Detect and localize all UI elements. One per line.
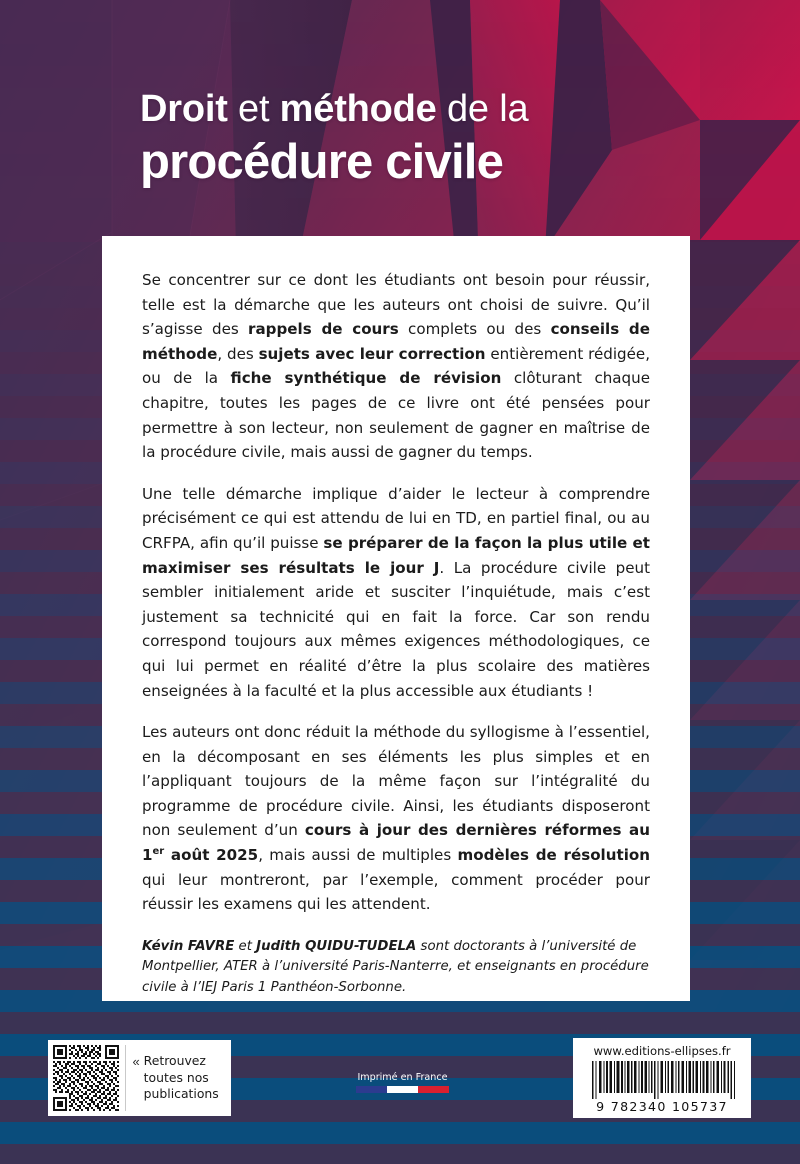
- p3-text-3: qui leur montreront, par l’exemple, comment procéder pour réussir les examens qui les attendent.: [142, 870, 650, 914]
- title-word-droit: Droit: [140, 88, 228, 130]
- isbn-barcode-box: [573, 1038, 751, 1118]
- author-biography: [142, 937, 650, 999]
- p1-bold-1: rappels de cours: [248, 320, 399, 339]
- blurb-paragraph-2: [142, 482, 650, 703]
- p1-bold-3: sujets avec leur correction: [258, 344, 486, 363]
- p3-bold-2: modèles de résolution: [457, 846, 650, 865]
- bio-text-1: et: [234, 938, 257, 954]
- blurb-paragraph-1: [142, 268, 650, 465]
- author-name-2: Judith QUIDU-TUDELA: [256, 938, 417, 954]
- cover-title: [140, 86, 760, 190]
- printed-in-france-label: Imprimé en France: [357, 1072, 448, 1083]
- p1-text-2: complets ou des: [398, 320, 551, 339]
- p2-bold-1: se préparer de la façon la plus utile et maximiser ses résultats le jour J: [142, 533, 651, 577]
- p2-text-2: . La procédure civile peut sembler initialement aride et susciter l’inquiétude, mais c’est justement sa technicité qui en fait la force. Car son rendu correspond toujours aux mêmes exigences méthodologiques, ce qui lui permet en réalité d’être la plus scolaire des matières enseignées à la faculté et la plus accessible aux étudiants !: [142, 558, 650, 700]
- p1-text-3: , des: [217, 344, 259, 363]
- blurb-panel: [102, 236, 690, 1001]
- p3-bold-1-pre: cours à jour des dernières réformes au 1: [142, 821, 650, 865]
- title-connector-2: de la: [436, 88, 529, 130]
- title-line-1: [140, 86, 760, 132]
- author-name-1: Kévin FAVRE: [142, 938, 235, 954]
- p3-text-1: Les auteurs ont donc réduit la méthode du syllogisme à l’essentiel, en la décomposant en ses éléments les plus simples et en l’appliquant toujours de la même façon sur l’intégralité du programme de procédure civile. Ainsi, les étudiants disposeront non seulement d’un: [142, 723, 650, 840]
- background-stripe: [0, 22, 800, 44]
- isbn-number: 9 782340 105737: [596, 1099, 728, 1114]
- bio-text-2: sont doctorants à l’université de Montpellier, ATER à l’université Paris-Nanterre, et enseignants en procédure civile à l’IEJ Paris 1 Panthéon-Sorbonne.: [142, 938, 649, 995]
- flag-stripe-blue: [356, 1086, 387, 1093]
- title-word-methode: méthode: [279, 88, 437, 130]
- p1-text-4: entièrement rédigée, ou de la: [142, 344, 650, 388]
- background-stripe: [0, 66, 800, 88]
- p1-bold-2: conseils de méthode: [142, 320, 650, 363]
- p2-text-1: Une telle démarche implique d’aider le lecteur à comprendre précisément ce qui est attendu de lui en TD, en partiel final, ou au CRFPA, afin qu’il puisse: [142, 484, 650, 552]
- french-flag-icon: [356, 1086, 450, 1093]
- background-stripe: [0, 44, 800, 66]
- p3-ordinal-suffix: er: [152, 846, 165, 858]
- qr-code-icon[interactable]: [53, 1045, 119, 1111]
- p1-text-1: Se concentrer sur ce dont les étudiants ont besoin pour réussir, telle est la démarche que les auteurs ont choisi de suivre. Qu’il s’agisse des: [142, 271, 650, 339]
- double-chevron-left-icon: «: [132, 1054, 140, 1070]
- background-stripe: [0, 198, 800, 220]
- p3-bold-1-post: août 2025: [164, 846, 259, 865]
- p3-text-2: , mais aussi de multiples: [258, 846, 458, 865]
- flag-stripe-white: [387, 1086, 418, 1093]
- qr-label-wrap: [132, 1053, 231, 1102]
- p1-text-5: clôturant chaque chapitre, toutes les pages de ce livre ont été pensées pour permettre à son lecteur, non seulement de gagner en maîtrise de la procédure civile, mais aussi de gagner du temps.: [142, 369, 650, 462]
- title-line-2: procédure civile: [140, 135, 504, 189]
- barcode-icon: [582, 1061, 742, 1099]
- flag-stripe-red: [418, 1086, 449, 1093]
- background-stripe: [0, 0, 800, 22]
- publisher-website-url[interactable]: www.editions-ellipses.fr: [593, 1044, 731, 1058]
- p1-bold-4: fiche synthétique de révision: [230, 369, 502, 388]
- printed-in-france-block: [355, 1072, 450, 1093]
- title-connector-1: et: [227, 88, 280, 130]
- qr-promo-label: Retrouvez toutes nos publications: [143, 1053, 219, 1102]
- blurb-paragraph-3: [142, 720, 650, 917]
- qr-code-promo-box[interactable]: [48, 1040, 231, 1116]
